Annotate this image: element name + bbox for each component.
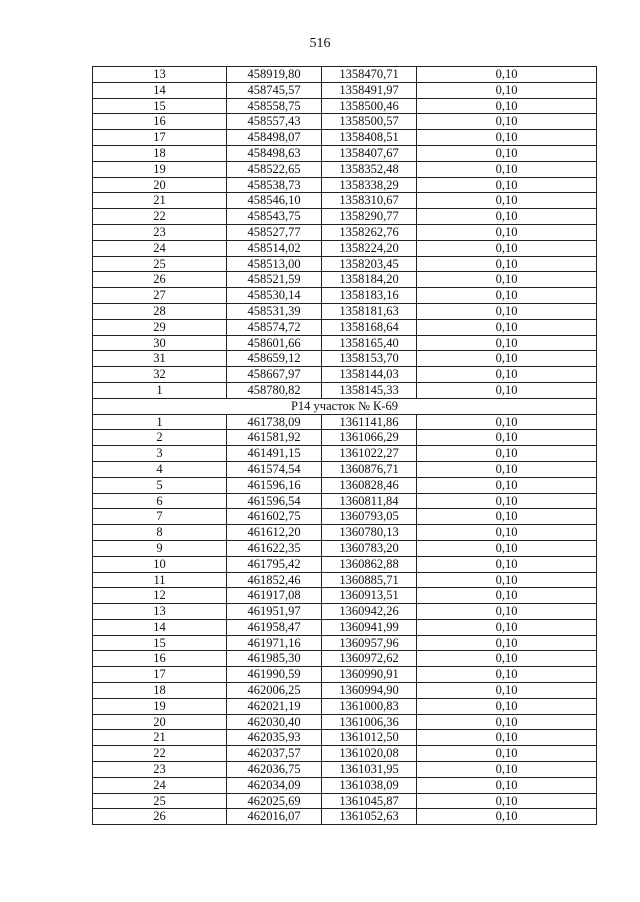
x-coordinate-cell: 461574,54 [227, 461, 322, 477]
table-row [93, 114, 597, 130]
table-row [93, 288, 597, 304]
y-coordinate-cell: 1360862,88 [322, 556, 417, 572]
x-coordinate-cell: 461985,30 [227, 651, 322, 667]
point-number-cell: 26 [93, 272, 227, 288]
accuracy-cell: 0,10 [417, 461, 597, 477]
y-coordinate-cell: 1361006,36 [322, 714, 417, 730]
table-row [93, 651, 597, 667]
point-number-cell: 19 [93, 698, 227, 714]
accuracy-cell: 0,10 [417, 303, 597, 319]
y-coordinate-cell: 1361038,09 [322, 777, 417, 793]
table-row [93, 145, 597, 161]
accuracy-cell: 0,10 [417, 161, 597, 177]
x-coordinate-cell: 458521,59 [227, 272, 322, 288]
accuracy-cell: 0,10 [417, 762, 597, 778]
accuracy-cell: 0,10 [417, 714, 597, 730]
point-number-cell: 1 [93, 414, 227, 430]
x-coordinate-cell: 461958,47 [227, 619, 322, 635]
point-number-cell: 14 [93, 619, 227, 635]
y-coordinate-cell: 1360885,71 [322, 572, 417, 588]
point-number-cell: 22 [93, 746, 227, 762]
table-row [93, 224, 597, 240]
y-coordinate-cell: 1361052,63 [322, 809, 417, 825]
table-row [93, 130, 597, 146]
y-coordinate-cell: 1360972,62 [322, 651, 417, 667]
x-coordinate-cell: 458498,63 [227, 145, 322, 161]
table-row [93, 635, 597, 651]
point-number-cell: 17 [93, 667, 227, 683]
accuracy-cell: 0,10 [417, 604, 597, 620]
x-coordinate-cell: 458546,10 [227, 193, 322, 209]
y-coordinate-cell: 1360783,20 [322, 540, 417, 556]
section-title: Р14 участок № К-69 [93, 398, 597, 414]
accuracy-cell: 0,10 [417, 177, 597, 193]
x-coordinate-cell: 458513,00 [227, 256, 322, 272]
x-coordinate-cell: 462025,69 [227, 793, 322, 809]
point-number-cell: 24 [93, 777, 227, 793]
table-row [93, 461, 597, 477]
accuracy-cell: 0,10 [417, 588, 597, 604]
accuracy-cell: 0,10 [417, 572, 597, 588]
table-row [93, 382, 597, 398]
accuracy-cell: 0,10 [417, 493, 597, 509]
x-coordinate-cell: 462016,07 [227, 809, 322, 825]
y-coordinate-cell: 1358183,16 [322, 288, 417, 304]
table-row [93, 793, 597, 809]
page-number: 516 [309, 36, 331, 51]
table-row [93, 319, 597, 335]
x-coordinate-cell: 458527,77 [227, 224, 322, 240]
point-number-cell: 20 [93, 177, 227, 193]
point-number-cell: 13 [93, 67, 227, 83]
accuracy-cell: 0,10 [417, 209, 597, 225]
y-coordinate-cell: 1358491,97 [322, 82, 417, 98]
accuracy-cell: 0,10 [417, 809, 597, 825]
table-row [93, 714, 597, 730]
accuracy-cell: 0,10 [417, 793, 597, 809]
point-number-cell: 19 [93, 161, 227, 177]
table-row [93, 556, 597, 572]
y-coordinate-cell: 1361012,50 [322, 730, 417, 746]
table-row [93, 446, 597, 462]
accuracy-cell: 0,10 [417, 240, 597, 256]
table-row [93, 667, 597, 683]
x-coordinate-cell: 461596,54 [227, 493, 322, 509]
y-coordinate-cell: 1358181,63 [322, 303, 417, 319]
accuracy-cell: 0,10 [417, 224, 597, 240]
point-number-cell: 4 [93, 461, 227, 477]
y-coordinate-cell: 1361020,08 [322, 746, 417, 762]
table-row [93, 272, 597, 288]
point-number-cell: 28 [93, 303, 227, 319]
x-coordinate-cell: 462035,93 [227, 730, 322, 746]
point-number-cell: 31 [93, 351, 227, 367]
accuracy-cell: 0,10 [417, 698, 597, 714]
point-number-cell: 22 [93, 209, 227, 225]
x-coordinate-cell: 458498,07 [227, 130, 322, 146]
point-number-cell: 6 [93, 493, 227, 509]
accuracy-cell: 0,10 [417, 114, 597, 130]
x-coordinate-cell: 458667,97 [227, 367, 322, 383]
y-coordinate-cell: 1360828,46 [322, 477, 417, 493]
x-coordinate-cell: 462034,09 [227, 777, 322, 793]
y-coordinate-cell: 1360780,13 [322, 525, 417, 541]
accuracy-cell: 0,10 [417, 145, 597, 161]
x-coordinate-cell: 458543,75 [227, 209, 322, 225]
accuracy-cell: 0,10 [417, 288, 597, 304]
accuracy-cell: 0,10 [417, 256, 597, 272]
accuracy-cell: 0,10 [417, 193, 597, 209]
point-number-cell: 27 [93, 288, 227, 304]
table-row [93, 209, 597, 225]
x-coordinate-cell: 461951,97 [227, 604, 322, 620]
point-number-cell: 9 [93, 540, 227, 556]
y-coordinate-cell: 1358500,57 [322, 114, 417, 130]
accuracy-cell: 0,10 [417, 430, 597, 446]
accuracy-cell: 0,10 [417, 651, 597, 667]
point-number-cell: 16 [93, 114, 227, 130]
accuracy-cell: 0,10 [417, 730, 597, 746]
accuracy-cell: 0,10 [417, 446, 597, 462]
y-coordinate-cell: 1360942,26 [322, 604, 417, 620]
accuracy-cell: 0,10 [417, 130, 597, 146]
x-coordinate-cell: 458659,12 [227, 351, 322, 367]
accuracy-cell: 0,10 [417, 509, 597, 525]
y-coordinate-cell: 1358310,67 [322, 193, 417, 209]
x-coordinate-cell: 462037,57 [227, 746, 322, 762]
point-number-cell: 21 [93, 193, 227, 209]
x-coordinate-cell: 462021,19 [227, 698, 322, 714]
accuracy-cell: 0,10 [417, 98, 597, 114]
point-number-cell: 30 [93, 335, 227, 351]
x-coordinate-cell: 461596,16 [227, 477, 322, 493]
accuracy-cell: 0,10 [417, 272, 597, 288]
table-row [93, 604, 597, 620]
y-coordinate-cell: 1358203,45 [322, 256, 417, 272]
point-number-cell: 8 [93, 525, 227, 541]
y-coordinate-cell: 1358184,20 [322, 272, 417, 288]
point-number-cell: 13 [93, 604, 227, 620]
accuracy-cell: 0,10 [417, 635, 597, 651]
point-number-cell: 10 [93, 556, 227, 572]
table-row [93, 367, 597, 383]
y-coordinate-cell: 1361141,86 [322, 414, 417, 430]
y-coordinate-cell: 1358168,64 [322, 319, 417, 335]
point-number-cell: 17 [93, 130, 227, 146]
accuracy-cell: 0,10 [417, 351, 597, 367]
point-number-cell: 12 [93, 588, 227, 604]
x-coordinate-cell: 458574,72 [227, 319, 322, 335]
y-coordinate-cell: 1361031,95 [322, 762, 417, 778]
table-row [93, 351, 597, 367]
y-coordinate-cell: 1360957,96 [322, 635, 417, 651]
table-row [93, 414, 597, 430]
y-coordinate-cell: 1358290,77 [322, 209, 417, 225]
accuracy-cell: 0,10 [417, 556, 597, 572]
x-coordinate-cell: 458780,82 [227, 382, 322, 398]
x-coordinate-cell: 461971,16 [227, 635, 322, 651]
table-row [93, 303, 597, 319]
point-number-cell: 25 [93, 793, 227, 809]
x-coordinate-cell: 458538,73 [227, 177, 322, 193]
x-coordinate-cell: 458530,14 [227, 288, 322, 304]
y-coordinate-cell: 1360913,51 [322, 588, 417, 604]
accuracy-cell: 0,10 [417, 619, 597, 635]
x-coordinate-cell: 458522,65 [227, 161, 322, 177]
point-number-cell: 25 [93, 256, 227, 272]
accuracy-cell: 0,10 [417, 667, 597, 683]
table-row [93, 746, 597, 762]
accuracy-cell: 0,10 [417, 335, 597, 351]
y-coordinate-cell: 1358338,29 [322, 177, 417, 193]
point-number-cell: 18 [93, 145, 227, 161]
x-coordinate-cell: 461852,46 [227, 572, 322, 588]
y-coordinate-cell: 1360811,84 [322, 493, 417, 509]
y-coordinate-cell: 1361066,29 [322, 430, 417, 446]
accuracy-cell: 0,10 [417, 683, 597, 699]
point-number-cell: 29 [93, 319, 227, 335]
point-number-cell: 15 [93, 98, 227, 114]
point-number-cell: 15 [93, 635, 227, 651]
x-coordinate-cell: 458919,80 [227, 67, 322, 83]
x-coordinate-cell: 462030,40 [227, 714, 322, 730]
point-number-cell: 18 [93, 683, 227, 699]
table-row [93, 683, 597, 699]
accuracy-cell: 0,10 [417, 319, 597, 335]
point-number-cell: 23 [93, 224, 227, 240]
table-row [93, 540, 597, 556]
y-coordinate-cell: 1360793,05 [322, 509, 417, 525]
x-coordinate-cell: 461602,75 [227, 509, 322, 525]
table-row [93, 67, 597, 83]
y-coordinate-cell: 1360876,71 [322, 461, 417, 477]
x-coordinate-cell: 458557,43 [227, 114, 322, 130]
accuracy-cell: 0,10 [417, 414, 597, 430]
point-number-cell: 11 [93, 572, 227, 588]
table-row [93, 619, 597, 635]
accuracy-cell: 0,10 [417, 525, 597, 541]
x-coordinate-cell: 462006,25 [227, 683, 322, 699]
accuracy-cell: 0,10 [417, 540, 597, 556]
y-coordinate-cell: 1358470,71 [322, 67, 417, 83]
x-coordinate-cell: 461622,35 [227, 540, 322, 556]
y-coordinate-cell: 1358408,51 [322, 130, 417, 146]
accuracy-cell: 0,10 [417, 746, 597, 762]
y-coordinate-cell: 1358352,48 [322, 161, 417, 177]
table-row [93, 525, 597, 541]
table-row [93, 82, 597, 98]
point-number-cell: 26 [93, 809, 227, 825]
point-number-cell: 14 [93, 82, 227, 98]
table-row [93, 177, 597, 193]
point-number-cell: 5 [93, 477, 227, 493]
table-row [93, 161, 597, 177]
x-coordinate-cell: 458558,75 [227, 98, 322, 114]
table-row [93, 335, 597, 351]
x-coordinate-cell: 461795,42 [227, 556, 322, 572]
point-number-cell: 1 [93, 382, 227, 398]
section-header-row [93, 398, 597, 414]
point-number-cell: 23 [93, 762, 227, 778]
accuracy-cell: 0,10 [417, 67, 597, 83]
accuracy-cell: 0,10 [417, 777, 597, 793]
y-coordinate-cell: 1361022,27 [322, 446, 417, 462]
table-row [93, 240, 597, 256]
accuracy-cell: 0,10 [417, 367, 597, 383]
accuracy-cell: 0,10 [417, 477, 597, 493]
y-coordinate-cell: 1358165,40 [322, 335, 417, 351]
x-coordinate-cell: 462036,75 [227, 762, 322, 778]
point-number-cell: 20 [93, 714, 227, 730]
y-coordinate-cell: 1358145,33 [322, 382, 417, 398]
point-number-cell: 7 [93, 509, 227, 525]
y-coordinate-cell: 1358500,46 [322, 98, 417, 114]
table-row [93, 477, 597, 493]
table-row [93, 698, 597, 714]
table-row [93, 256, 597, 272]
y-coordinate-cell: 1358153,70 [322, 351, 417, 367]
table-row [93, 98, 597, 114]
table-row [93, 762, 597, 778]
accuracy-cell: 0,10 [417, 82, 597, 98]
table-row [93, 730, 597, 746]
table-row [93, 777, 597, 793]
coordinates-table [92, 66, 597, 825]
y-coordinate-cell: 1358407,67 [322, 145, 417, 161]
point-number-cell: 2 [93, 430, 227, 446]
coordinates-table-body [93, 67, 597, 825]
y-coordinate-cell: 1360990,91 [322, 667, 417, 683]
x-coordinate-cell: 458745,57 [227, 82, 322, 98]
x-coordinate-cell: 461917,08 [227, 588, 322, 604]
y-coordinate-cell: 1361000,83 [322, 698, 417, 714]
point-number-cell: 3 [93, 446, 227, 462]
point-number-cell: 16 [93, 651, 227, 667]
x-coordinate-cell: 461581,92 [227, 430, 322, 446]
y-coordinate-cell: 1358224,20 [322, 240, 417, 256]
y-coordinate-cell: 1358262,76 [322, 224, 417, 240]
x-coordinate-cell: 458531,39 [227, 303, 322, 319]
y-coordinate-cell: 1361045,87 [322, 793, 417, 809]
accuracy-cell: 0,10 [417, 382, 597, 398]
point-number-cell: 21 [93, 730, 227, 746]
table-row [93, 509, 597, 525]
table-row [93, 430, 597, 446]
x-coordinate-cell: 461491,15 [227, 446, 322, 462]
x-coordinate-cell: 458601,66 [227, 335, 322, 351]
table-row [93, 493, 597, 509]
x-coordinate-cell: 461738,09 [227, 414, 322, 430]
point-number-cell: 24 [93, 240, 227, 256]
table-row [93, 588, 597, 604]
y-coordinate-cell: 1360941,99 [322, 619, 417, 635]
y-coordinate-cell: 1360994,90 [322, 683, 417, 699]
table-row [93, 809, 597, 825]
x-coordinate-cell: 461612,20 [227, 525, 322, 541]
x-coordinate-cell: 461990,59 [227, 667, 322, 683]
x-coordinate-cell: 458514,02 [227, 240, 322, 256]
table-row [93, 572, 597, 588]
point-number-cell: 32 [93, 367, 227, 383]
table-row [93, 193, 597, 209]
y-coordinate-cell: 1358144,03 [322, 367, 417, 383]
